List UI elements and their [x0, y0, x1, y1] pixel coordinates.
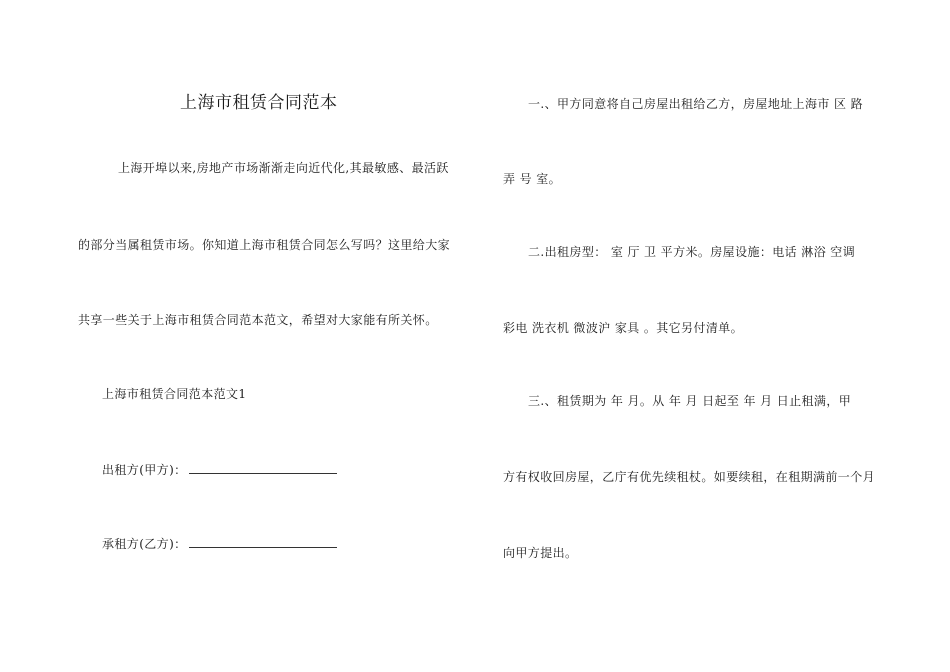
clause-3-line-1: 三.、租赁期为 年 月。从 年 月 日起至 年 月 日止租满，甲	[528, 394, 852, 408]
lessor-blank-line	[189, 462, 337, 474]
clause-1-line-2: 弄 号 室。	[503, 172, 562, 186]
clause-3-line-3: 向甲方提出。	[503, 546, 578, 560]
lessee-label: 承租方(乙方)：	[102, 537, 187, 551]
clause-3-line-2: 方有权收回房屋，乙庁有优先续租杖。如要续租，在租期满前一个月	[503, 470, 876, 484]
intro-line-1: 上海开埠以来,房地产市场渐渐走向近代化,其最敏感、最活跃	[118, 161, 449, 175]
lessee-row	[102, 535, 337, 552]
document-title: 上海市租赁合同范本	[180, 93, 338, 113]
lessee-blank-line	[189, 536, 337, 548]
clause-1-line-1: 一.、甲方同意将自己房屋出租给乙方，房屋地址上海市 区 路	[528, 97, 864, 111]
lessor-row	[102, 461, 337, 478]
intro-line-2: 的部分当属租赁市场。你知道上海市租赁合同怎么写吗？这里给大家	[78, 238, 451, 252]
clause-2-line-2: 彩电 洗衣机 微波沪 家具 。其它另付清单。	[503, 321, 744, 335]
intro-line-3: 共享一些关于上海市租赁合同范本范文，希望对大家能有所关怀。	[78, 313, 438, 327]
clause-2-line-1: 二.出租房型： 室 厅 卫 平方米。房屋设施：电话 淋浴 空调	[528, 245, 856, 259]
lessor-label: 出租方(甲方)：	[102, 463, 187, 477]
sample-heading: 上海市租赁合同范本范文1	[102, 387, 247, 401]
